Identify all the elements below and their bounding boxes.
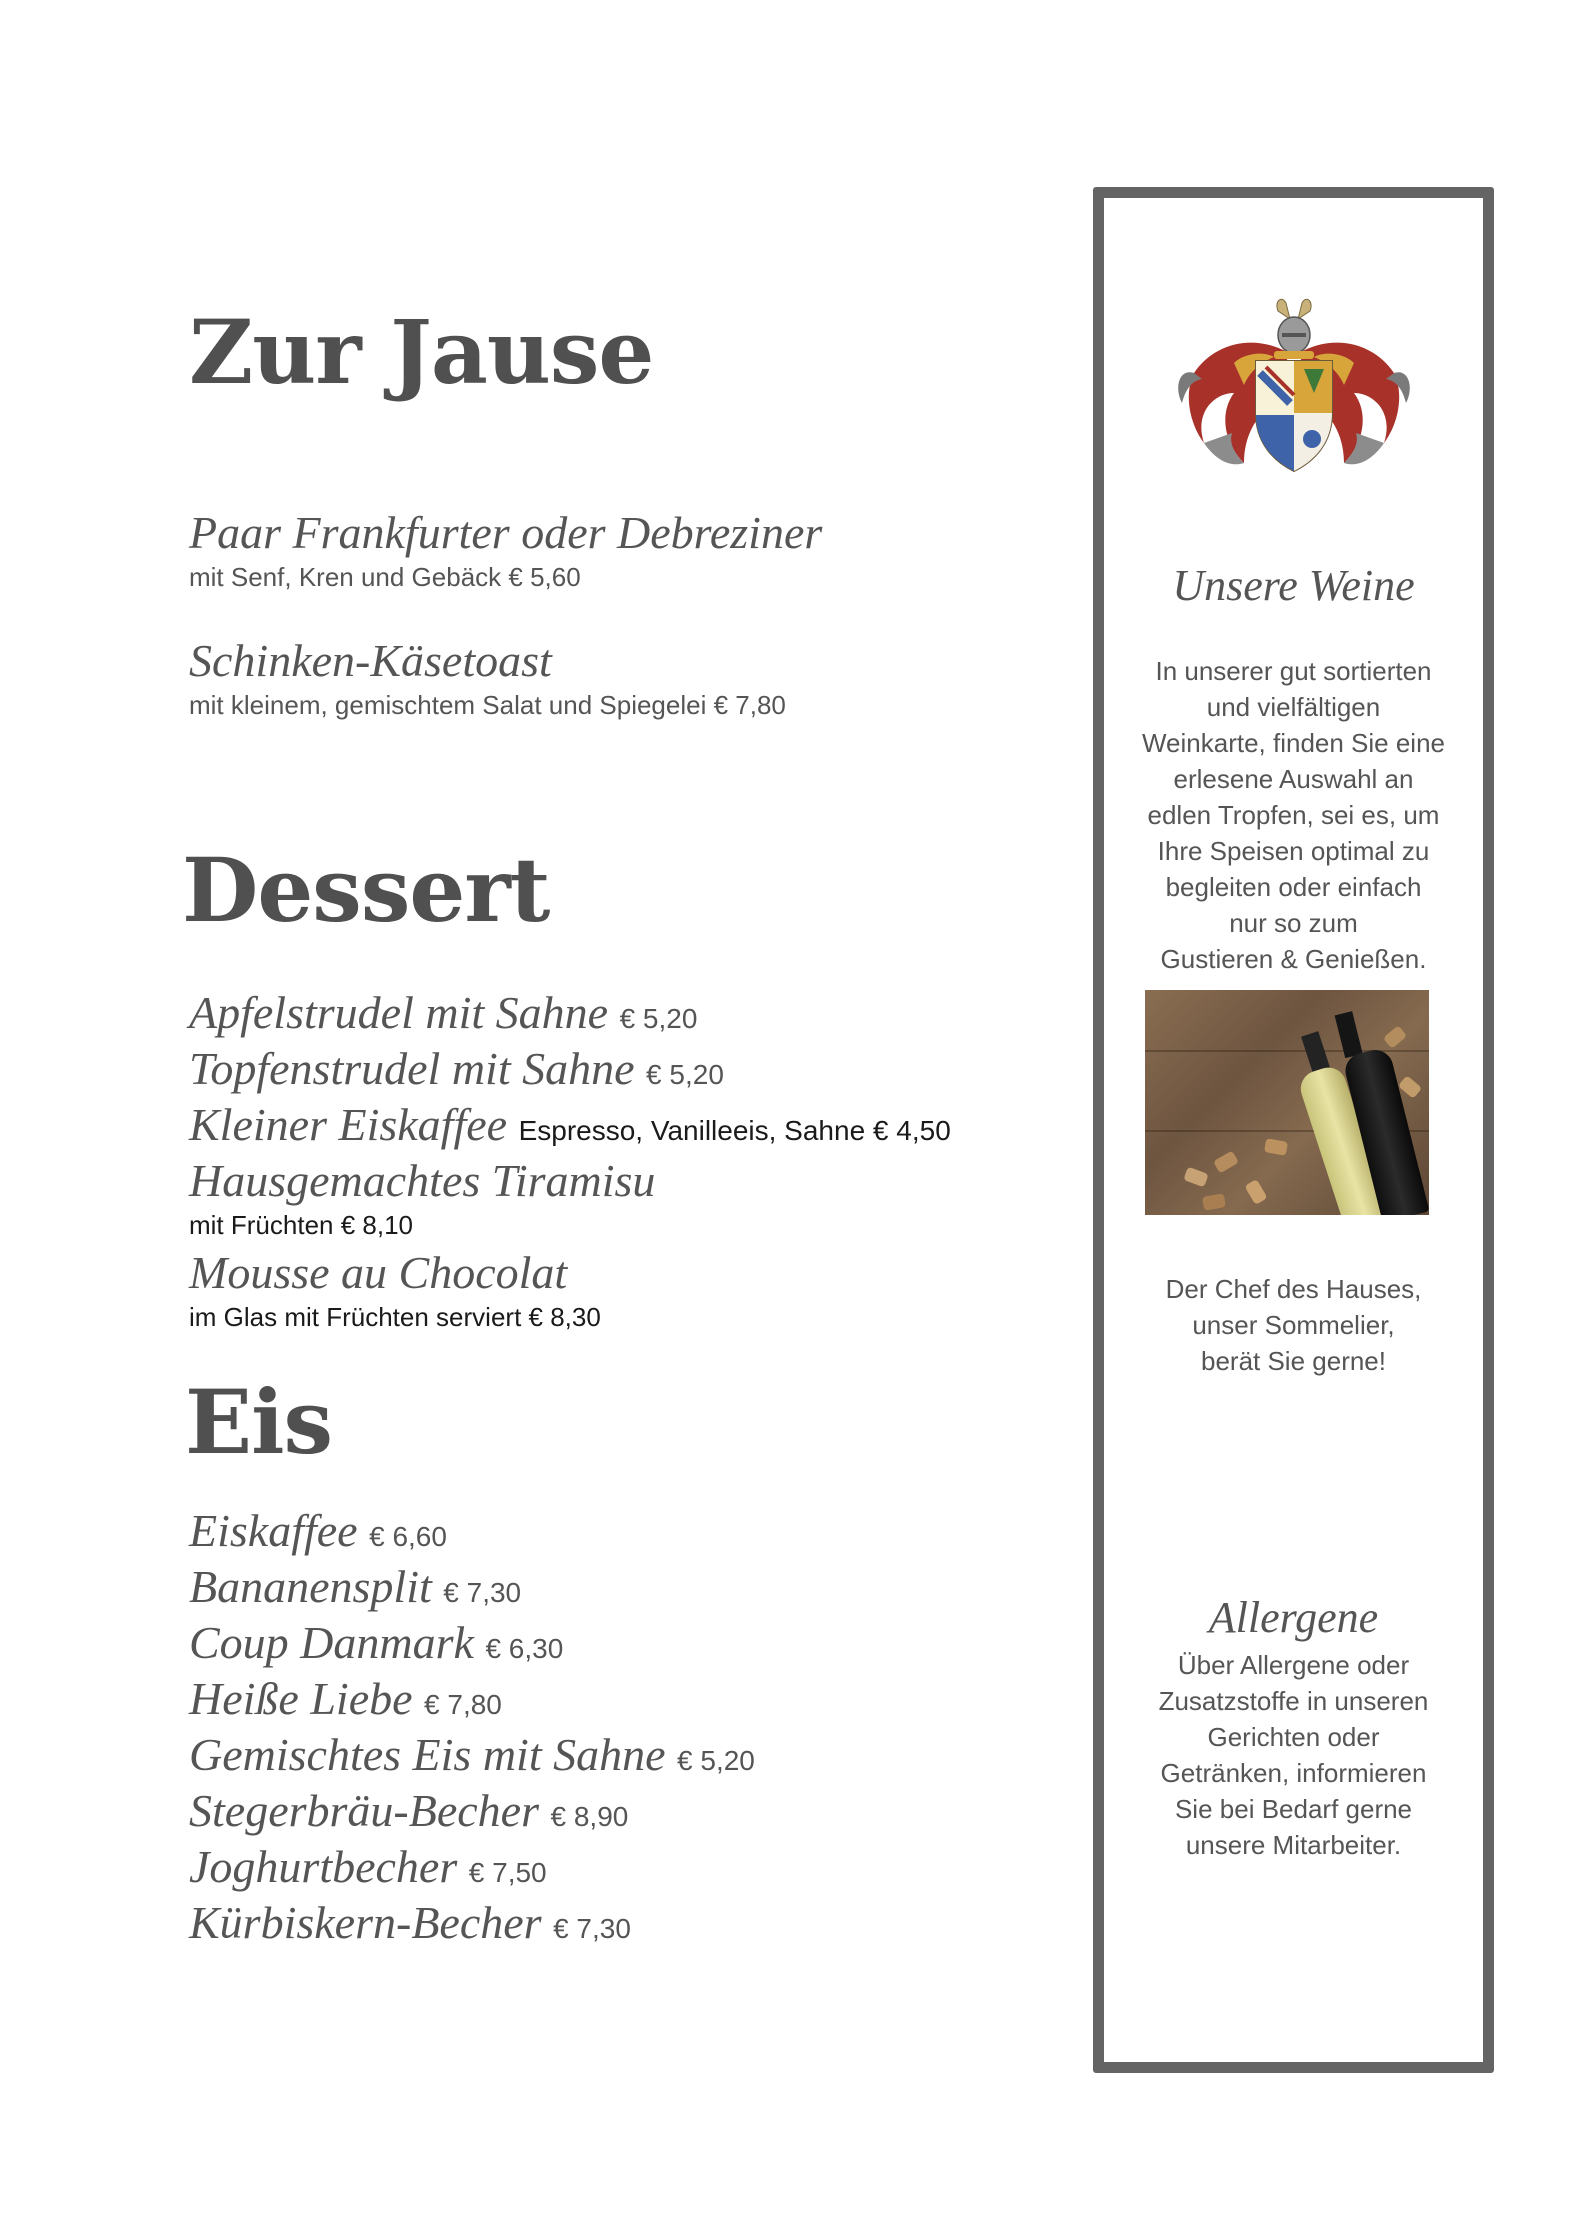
dessert-item <box>189 1043 724 1094</box>
item-title-mousse: Mousse au Chocolat <box>189 1247 568 1298</box>
item-price: € 5,20 <box>646 1059 724 1090</box>
wine-title: Unsere Weine <box>1172 561 1415 610</box>
item-title-toast: Schinken-Käsetoast <box>189 635 552 686</box>
item-title-frankfurter: Paar Frankfurter oder Debreziner <box>189 507 823 558</box>
item-price: € 7,80 <box>424 1689 502 1720</box>
wine-bottles-image <box>1145 990 1429 1215</box>
eis-item <box>189 1785 629 1836</box>
item-title: Topfenstrudel mit Sahne <box>189 1043 635 1094</box>
allergen-title: Allergene <box>1208 1593 1379 1642</box>
dessert-item <box>189 1099 951 1150</box>
item-price: € 6,30 <box>485 1633 564 1664</box>
eis-item <box>189 1729 755 1780</box>
item-sub-mousse: im Glas mit Früchten serviert € 8,30 <box>189 1302 601 1332</box>
coat-of-arms-icon <box>1174 293 1414 493</box>
item-price: € 7,30 <box>443 1577 522 1608</box>
allergen-text: Über Allergene oder Zusatzstoffe in unseren Gerichten oder Getränken, informieren Sie bei Bedarf gerne unsere Mitarbeiter. <box>1158 1650 1429 1860</box>
item-price: Espresso, Vanilleeis, Sahne € 4,50 <box>518 1115 951 1146</box>
item-sub-frankfurter: mit Senf, Kren und Gebäck € 5,60 <box>189 562 581 592</box>
item-sub-toast: mit kleinem, gemischtem Salat und Spiegelei € 7,80 <box>189 690 786 720</box>
item-title: Joghurtbecher <box>189 1841 458 1892</box>
item-title: Stegerbräu-Becher <box>189 1785 539 1836</box>
item-price: € 6,60 <box>369 1521 447 1552</box>
dessert-item <box>189 987 698 1038</box>
item-title: Heiße Liebe <box>189 1673 413 1724</box>
sidebar-panel <box>1093 187 1494 2073</box>
item-title: Kleiner Eiskaffee <box>189 1099 508 1150</box>
eis-item <box>189 1505 447 1556</box>
heading-jause: Zur Jause <box>189 300 654 404</box>
item-title: Gemischtes Eis mit Sahne <box>189 1729 666 1780</box>
item-price: € 8,90 <box>550 1801 629 1832</box>
item-price: € 5,20 <box>619 1003 698 1034</box>
item-sub-tiramisu: mit Früchten € 8,10 <box>189 1210 413 1240</box>
item-price: € 7,30 <box>553 1913 631 1944</box>
heading-dessert: Dessert <box>182 838 550 942</box>
chef-text: Der Chef des Hauses, unser Sommelier, berät Sie gerne! <box>1165 1274 1422 1376</box>
eis-item <box>189 1617 564 1668</box>
item-title: Kürbiskern-Becher <box>189 1897 542 1948</box>
eis-item <box>189 1561 522 1612</box>
item-title-tiramisu: Hausgemachtes Tiramisu <box>189 1155 656 1206</box>
item-title: Bananensplit <box>189 1561 432 1612</box>
item-title: Eiskaffee <box>189 1505 358 1556</box>
item-price: € 5,20 <box>677 1745 755 1776</box>
item-title: Apfelstrudel mit Sahne <box>189 987 609 1038</box>
eis-item <box>189 1897 631 1948</box>
heading-eis: Eis <box>185 1370 333 1474</box>
eis-item <box>189 1673 502 1724</box>
eis-item <box>189 1841 547 1892</box>
item-title: Coup Danmark <box>189 1617 474 1668</box>
wine-description: In unserer gut sortierten und vielfältigen Weinkarte, finden Sie eine erlesene Auswahl an edlen Tropfen, sei es, um Ihre Speisen optimal zu begleiten oder einfach nur so zum Gustieren & Genießen. <box>1141 656 1446 974</box>
item-price: € 7,50 <box>468 1857 547 1888</box>
